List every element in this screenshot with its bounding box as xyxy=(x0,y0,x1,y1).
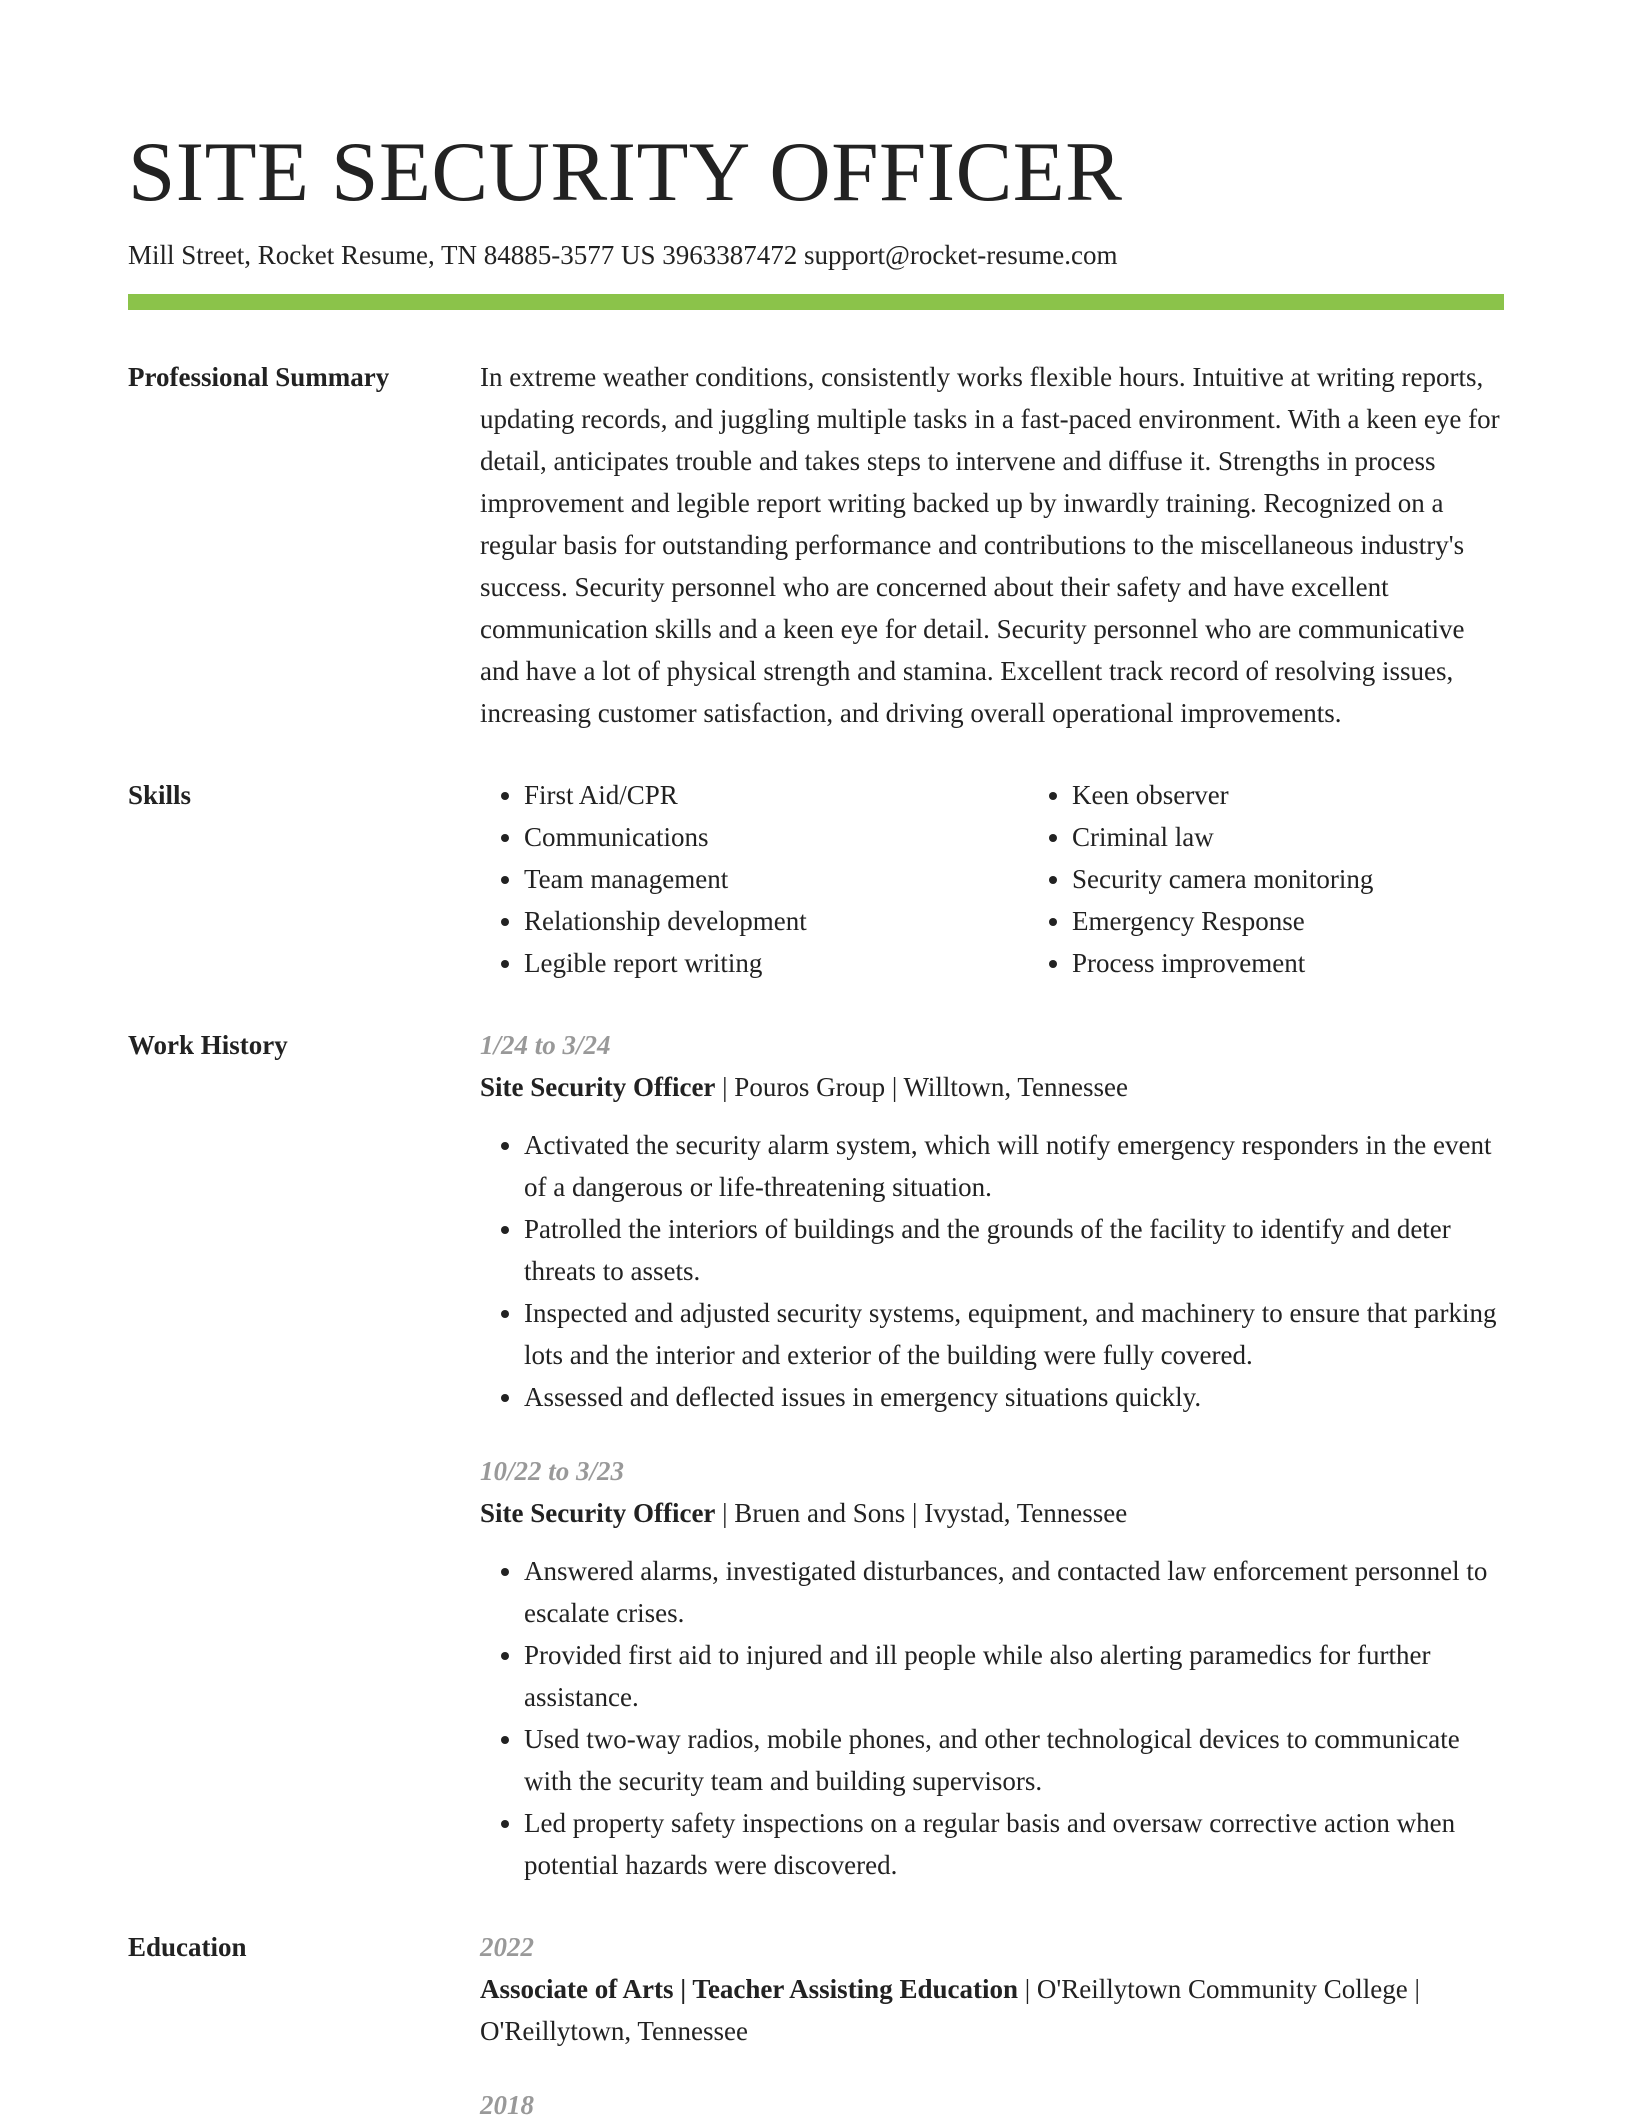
job-bullet: • Patrolled the interiors of buildings and the grounds of the facility to identify and deter threats to assets. xyxy=(524,1208,1504,1292)
education-entry xyxy=(480,1926,1504,2052)
education-section xyxy=(128,1926,1504,2126)
job-role xyxy=(480,1492,1504,1534)
resume-title: SITE SECURITY OFFICER xyxy=(128,125,1123,219)
summary-text: In extreme weather conditions, consistently works flexible hours. Intuitive at writing reports, updating records, and juggling multiple tasks in a fast-paced environment. With a keen eye for detail, anticipates trouble and takes steps to intervene and diffuse it. Strengths in process improvement and legible report writing backed up by inwardly training. Recognized on a regular basis for outstanding performance and contributions to the miscellaneous industry's success. Security personnel who are concerned about their safety and have excellent communication skills and a keen eye for detail. Security personnel who are communicative and have a lot of physical strength and stamina. Excellent track record of resolving issues, increasing customer satisfaction, and driving overall operational improvements. xyxy=(480,362,1500,728)
contact-info: Mill Street, Rocket Resume, TN 84885-3577 US 3963387472 support@rocket-resume.com xyxy=(128,240,1118,270)
skills-list-left xyxy=(480,774,1028,984)
skills-list-right xyxy=(1028,774,1576,984)
job-details: | Bruen and Sons | Ivystad, Tennessee xyxy=(715,1498,1128,1528)
education-label: Education xyxy=(128,1932,247,1962)
skill-item: • Process improvement xyxy=(1072,942,1576,984)
job-bullet-list xyxy=(480,1550,1504,1886)
skill-item: • Keen observer xyxy=(1072,774,1576,816)
resume-page xyxy=(128,0,1504,2126)
skills-section xyxy=(128,774,1504,984)
job-entry xyxy=(480,1024,1504,1418)
accent-divider xyxy=(128,294,1504,310)
job-dates: 10/22 to 3/23 xyxy=(480,1456,625,1486)
education-year: 2018 xyxy=(480,2090,534,2120)
job-title: Site Security Officer xyxy=(480,1498,716,1528)
skill-item: • Communications xyxy=(524,816,1028,858)
job-title: Site Security Officer xyxy=(480,1072,716,1102)
summary-label: Professional Summary xyxy=(128,362,390,392)
skill-item: • Criminal law xyxy=(1072,816,1576,858)
skill-item: • Relationship development xyxy=(524,900,1028,942)
skills-label: Skills xyxy=(128,780,192,810)
job-bullet: • Assessed and deflected issues in emergency situations quickly. xyxy=(524,1376,1504,1418)
job-role xyxy=(480,1066,1504,1108)
job-bullet: • Provided first aid to injured and ill people while also alerting paramedics for further assistance. xyxy=(524,1634,1504,1718)
job-bullet-list xyxy=(480,1124,1504,1418)
education-role xyxy=(480,1968,1504,2052)
job-details: | Pouros Group | Willtown, Tennessee xyxy=(715,1072,1128,1102)
work-history-label: Work History xyxy=(128,1030,288,1060)
job-dates: 1/24 to 3/24 xyxy=(480,1030,611,1060)
education-year: 2022 xyxy=(480,1932,534,1962)
skill-item: • Team management xyxy=(524,858,1028,900)
job-entry xyxy=(480,1450,1504,1886)
education-entry xyxy=(480,2084,1504,2126)
skill-item: • First Aid/CPR xyxy=(524,774,1028,816)
job-bullet: • Answered alarms, investigated disturbances, and contacted law enforcement personnel to escalate crises. xyxy=(524,1550,1504,1634)
job-bullet: • Activated the security alarm system, which will notify emergency responders in the event of a dangerous or life-threatening situation. xyxy=(524,1124,1504,1208)
skill-item: • Emergency Response xyxy=(1072,900,1576,942)
education-details: | O'Reillytown Community College | O'Reillytown, Tennessee xyxy=(480,1974,1420,2046)
skill-item: • Legible report writing xyxy=(524,942,1028,984)
job-bullet: • Used two-way radios, mobile phones, and other technological devices to communicate with the security team and building supervisors. xyxy=(524,1718,1504,1802)
job-bullet: • Led property safety inspections on a regular basis and oversaw corrective action when potential hazards were discovered. xyxy=(524,1802,1504,1886)
job-bullet: • Inspected and adjusted security systems, equipment, and machinery to ensure that parking lots and the interior and exterior of the building were fully covered. xyxy=(524,1292,1504,1376)
work-history-section xyxy=(128,1024,1504,1886)
education-degree: Associate of Arts | Teacher Assisting Education xyxy=(480,1974,1018,2004)
summary-section xyxy=(128,356,1504,734)
skill-item: • Security camera monitoring xyxy=(1072,858,1576,900)
